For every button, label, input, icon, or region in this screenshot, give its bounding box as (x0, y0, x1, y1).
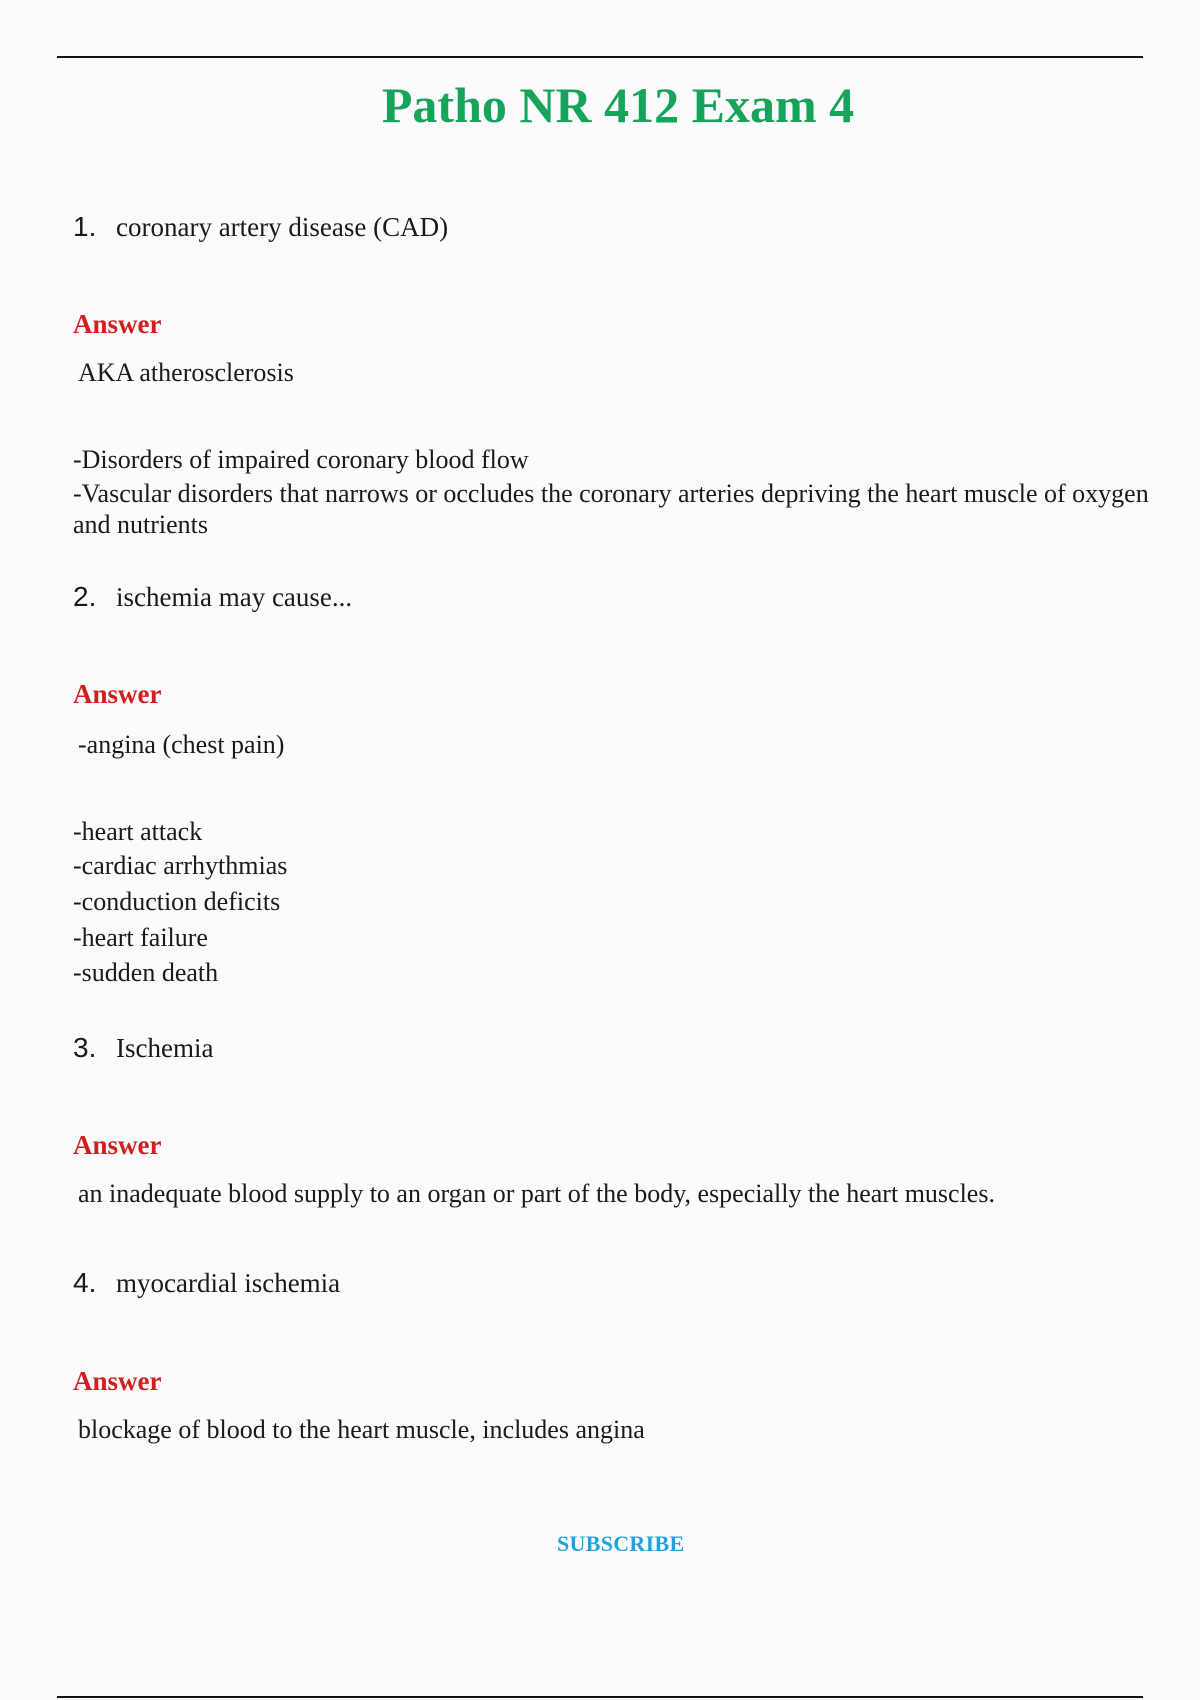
question-number: 2. (73, 581, 97, 612)
question-prompt: coronary artery disease (CAD) (116, 212, 449, 242)
question-prompt: ischemia may cause... (116, 582, 353, 612)
question-number: 1. (73, 211, 97, 242)
answer-line: -cardiac arrhythmias (73, 851, 288, 880)
answer-line: -heart failure (73, 923, 208, 952)
question-number: 4. (73, 1267, 97, 1298)
answer-line: an inadequate blood supply to an organ or part of the body, especially the heart muscles. (78, 1179, 995, 1208)
question-prompt: Ischemia (116, 1033, 214, 1063)
answer-label: Answer (73, 1130, 162, 1160)
question-number: 3. (73, 1032, 97, 1063)
top-rule (57, 56, 1143, 58)
answer-line: -conduction deficits (73, 887, 281, 916)
answer-line: -heart attack (73, 817, 203, 846)
answer-label: Answer (73, 679, 162, 709)
answer-line: -angina (chest pain) (78, 730, 285, 759)
answer-label: Answer (73, 309, 162, 339)
document-title: Patho NR 412 Exam 4 (381, 77, 855, 133)
answer-line: blockage of blood to the heart muscle, includes angina (78, 1415, 645, 1444)
answer-line: -sudden death (73, 958, 219, 987)
subscribe-link[interactable]: SUBSCRIBE (557, 1531, 685, 1556)
bottom-rule (57, 1696, 1143, 1698)
answer-line: -Vascular disorders that narrows or occludes the coronary arteries depriving the heart muscle of oxygen and nutrients (73, 479, 1149, 539)
answer-label: Answer (73, 1366, 162, 1396)
answer-line: -Disorders of impaired coronary blood flow (73, 445, 529, 474)
answer-line: AKA atherosclerosis (78, 358, 294, 387)
question-prompt: myocardial ischemia (116, 1268, 341, 1298)
